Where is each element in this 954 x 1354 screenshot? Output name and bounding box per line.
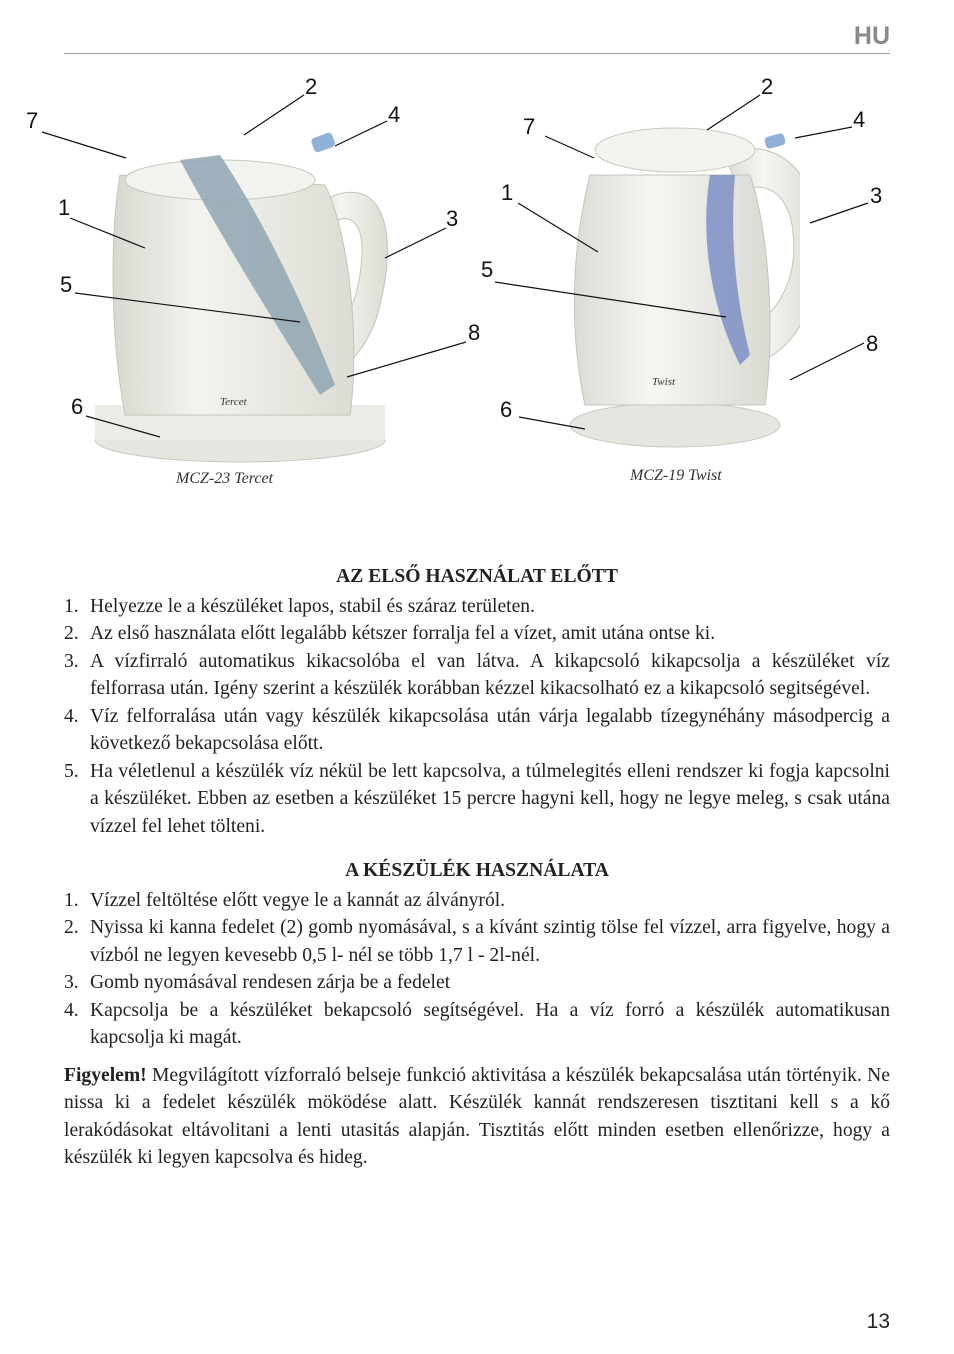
list-item bbox=[64, 914, 890, 969]
callout-8-left: 8 bbox=[468, 320, 481, 345]
callout-1-right: 1 bbox=[501, 180, 514, 205]
item-number: 1. bbox=[64, 595, 79, 617]
item-number: 3. bbox=[64, 650, 79, 672]
warning-paragraph bbox=[64, 1062, 890, 1172]
brand-twist: Twist bbox=[652, 376, 676, 388]
item-number: 2. bbox=[64, 917, 79, 938]
item-text: A vízfirraló automatikus kikacsolóba el van látva. A kikapcsoló kikapcsolja a készüléket víz felforrasa után. Igény szerint a készülék korábban kézzel kikacsolható ez a kikapcsoló segitségével. bbox=[90, 650, 890, 699]
list-item bbox=[64, 593, 890, 621]
item-number: 5. bbox=[64, 760, 79, 782]
callout-7-right: 7 bbox=[523, 114, 536, 139]
callout-5-left: 5 bbox=[60, 272, 73, 297]
callout-lines bbox=[0, 60, 954, 500]
item-number: 4. bbox=[64, 999, 79, 1021]
item-text: Vízzel feltöltése előtt vegye le a kannát az álványról. bbox=[90, 889, 506, 911]
list-item bbox=[64, 997, 890, 1052]
callout-8-right: 8 bbox=[866, 331, 879, 356]
warning-text: Megvilágított vízforraló belseje funkció aktivitása a készülék bekapcsalása után történyik. Ne nissa ki a fedelet készülék möködése alatt. Készülék kannát rendszeresen tisztitani kell s a kő lerakódásokat eltávolitani a lenti utasitás alapján. Tisztitás előtt minden esetben ellenőrizze, hogy a készülék ki legyen kapcsolva és hideg. bbox=[64, 1064, 890, 1168]
item-number: 2. bbox=[64, 623, 79, 644]
callout-3-right: 3 bbox=[870, 183, 883, 208]
callout-4-right: 4 bbox=[853, 107, 866, 132]
item-text: Nyissa ki kanna fedelet (2) gomb nyomásával, s a kívánt szintig tölse fel vízzel, arra figyelve, hogy a vízból ne legyen kevesebb 0,5 l- nél se több 1,7 l - 2l-nél. bbox=[90, 917, 890, 966]
item-text: Kapcsolja be a készüléket bekapcsoló segítségével. Ha a víz forró a készülék automatikusan kapcsolja ki magát. bbox=[90, 999, 890, 1048]
warning-label: Figyelem! bbox=[64, 1064, 147, 1086]
callout-4-left: 4 bbox=[388, 102, 401, 127]
item-number: 4. bbox=[64, 705, 79, 727]
figure-caption-right: MCZ-19 Twist bbox=[630, 467, 722, 484]
item-text: Az első használata előtt legalább kétszer forralja fel a vízet, amit utána ontse ki. bbox=[90, 623, 716, 644]
first-use-list bbox=[64, 593, 890, 841]
callout-5-right: 5 bbox=[481, 257, 494, 282]
item-number: 1. bbox=[64, 889, 79, 911]
list-item bbox=[64, 969, 890, 997]
item-text: Helyezze le a készüléket lapos, stabil és száraz területen. bbox=[90, 595, 535, 617]
list-item bbox=[64, 620, 890, 648]
list-item bbox=[64, 758, 890, 841]
callout-2-left: 2 bbox=[305, 74, 318, 99]
callout-1-left: 1 bbox=[58, 195, 71, 220]
callout-2-right: 2 bbox=[761, 74, 774, 99]
header-rule bbox=[64, 53, 890, 54]
kettle-figure bbox=[0, 60, 954, 500]
section-title-first-use: AZ ELSŐ HASZNÁLAT ELŐTT bbox=[336, 566, 618, 587]
section-title-usage: A KÉSZÜLÉK HASZNÁLATA bbox=[345, 860, 609, 881]
language-code: HU bbox=[853, 22, 890, 50]
figure-caption-left: MCZ-23 Tercet bbox=[176, 470, 274, 487]
callout-6-right: 6 bbox=[500, 397, 513, 422]
brand-tercet: Tercet bbox=[220, 396, 247, 408]
list-item bbox=[64, 648, 890, 703]
item-number: 3. bbox=[64, 972, 79, 993]
item-text: Gomb nyomásával rendesen zárja be a fedelet bbox=[90, 972, 451, 993]
item-text: Víz felforralása után vagy készülék kikapcsolása után várja legalabb tízegynéhány másodpercig a következő bekapcsolása előtt. bbox=[90, 705, 890, 754]
instructions bbox=[64, 563, 890, 1191]
item-text: Ha véletlenul a készülék víz nékül be lett kapcsolva, a túlmelegités elleni rendszer ki fogja kapcsolni a készüléket. Ebben az esetben a készüléket 15 percre hagyni kell, hogy ne legye meleg, s csak utána vízzel fel lehet tölteni. bbox=[90, 760, 890, 837]
callout-7-left: 7 bbox=[26, 108, 39, 133]
callout-3-left: 3 bbox=[446, 206, 459, 231]
list-item bbox=[64, 703, 890, 758]
list-item bbox=[64, 887, 890, 915]
usage-list bbox=[64, 887, 890, 1052]
callout-6-left: 6 bbox=[71, 394, 84, 419]
page-number: 13 bbox=[866, 1310, 890, 1333]
